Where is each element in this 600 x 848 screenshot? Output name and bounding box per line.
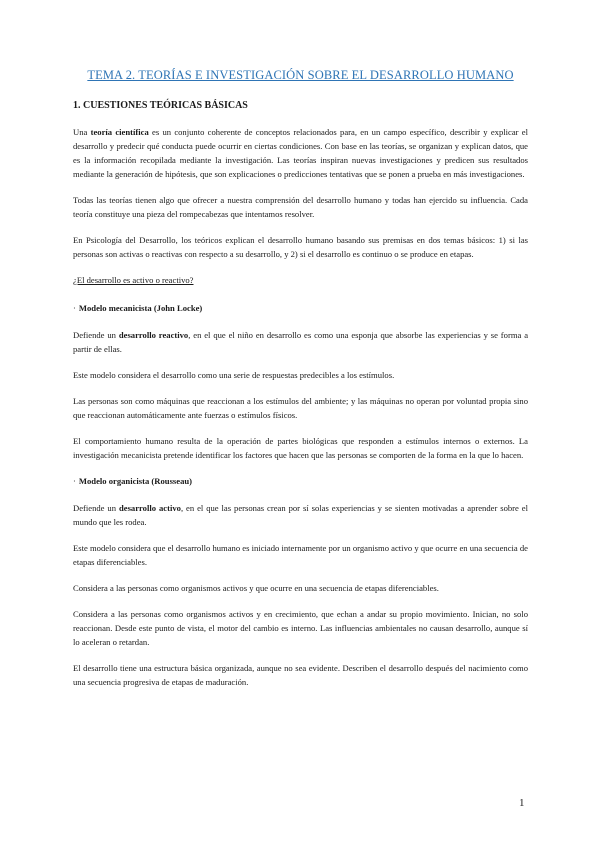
paragraph-theories-contribution: Todas las teorías tienen algo que ofrecer a nuestra comprensión del desarrollo humano y todas han ejercido su influencia. Cada teoría constituye una pieza del rompecabezas que intentamos resolver. xyxy=(73,195,528,219)
paragraph-structure-maturation: El desarrollo tiene una estructura básica organizada, aunque no sea evidente. Describen el desarrollo después del nacimiento como una secuencia progresiva de etapas de maduración. xyxy=(73,663,528,687)
paragraph-organicist-internal: Este modelo considera que el desarrollo humano es iniciado internamente por un organismo activo y que ocurre en una secuencia de etapas diferenciables. xyxy=(73,543,528,567)
paragraph-growth-motor: Considera a las personas como organismos activos y en crecimiento, que echan a andar su propio movimiento. Inician, no solo reaccionan. Desde este punto de vista, el motor del cambio es interno. Las influencias ambientales no causan desarrollo, aunque sí lo aceleran o retardan. xyxy=(73,609,528,647)
paragraph-active-organisms: Considera a las personas como organismos activos y que ocurre en una secuencia de etapas diferenciables. xyxy=(73,583,439,593)
bold-term: teoría científica xyxy=(90,127,149,137)
text-run: Defiende un xyxy=(73,503,119,513)
paragraph-mechanistic-responses: Este modelo considera el desarrollo como una serie de respuestas predecibles a los estímulos. xyxy=(73,370,395,380)
subheading-mechanistic-model xyxy=(73,301,528,315)
paragraph-behavior-biology: El comportamiento humano resulta de la operación de partes biológicas que responden a estímulos internos o externos. La investigación mecanicista pretende identificar los factores que hacen que las personas se comporten de la forma en la que lo hacen. xyxy=(73,436,528,460)
text-run: Una xyxy=(73,127,91,137)
document-page xyxy=(73,68,528,701)
bullet: · xyxy=(73,303,76,313)
bold-term: desarrollo reactivo xyxy=(118,330,189,340)
question-heading: ¿El desarrollo es activo o reactivo? xyxy=(73,275,194,285)
paragraph-active-development xyxy=(73,501,528,529)
paragraph-basic-issues: En Psicología del Desarrollo, los teóricos explican el desarrollo humano basando sus premisas en dos temas básicos: 1) si las personas son activas o reactivas con respecto a su desarrollo, y 2) si el desarrollo es continuo o se produce en etapas. xyxy=(73,235,528,259)
text-run: , en el que las personas crean por sí solas experiencias y se sienten motivadas a aprender sobre el mundo que les rodea. xyxy=(73,503,528,527)
text-run: Defiende un xyxy=(73,330,119,340)
paragraph-reactive-development xyxy=(73,328,528,356)
bold-term: desarrollo activo xyxy=(118,503,181,513)
paragraph-machines: Las personas son como máquinas que reaccionan a los estímulos del ambiente; y las máquinas no operan por voluntad propia sino que reaccionan automáticamente ante fuerzas o estímulos físicos. xyxy=(73,396,528,420)
paragraph-theory-definition xyxy=(73,125,528,181)
text-run: , en el que el niño en desarrollo es como una esponja que absorbe las experiencias y se forma a partir de ellas. xyxy=(73,330,529,354)
subheading-organicist-model xyxy=(73,474,528,488)
section-heading: 1. CUESTIONES TEÓRICAS BÁSICAS xyxy=(73,100,248,111)
document-title: TEMA 2. TEORÍAS E INVESTIGACIÓN SOBRE EL DESARROLLO HUMANO xyxy=(87,68,514,82)
subheading-label: Modelo organicista (Rousseau) xyxy=(78,476,193,486)
page-number: 1 xyxy=(519,797,525,809)
text-run: es un conjunto coherente de conceptos relacionados para, en un campo específico, describir y explicar el desarrollo y predecir qué conducta puede ocurrir en ciertas condiciones. Con base en las teorías, se organizan y explican datos, que es la información recopilada mediante la investigación. Las teorías inspiran nuevas investigaciones y predicen sus resultados mediante la generación de hipótesis, que son explicaciones o predicciones tentativas que se ponen a prueba en más investigaciones. xyxy=(73,127,529,179)
subheading-label: Modelo mecanicista (John Locke) xyxy=(78,303,203,313)
bullet: · xyxy=(73,476,76,486)
